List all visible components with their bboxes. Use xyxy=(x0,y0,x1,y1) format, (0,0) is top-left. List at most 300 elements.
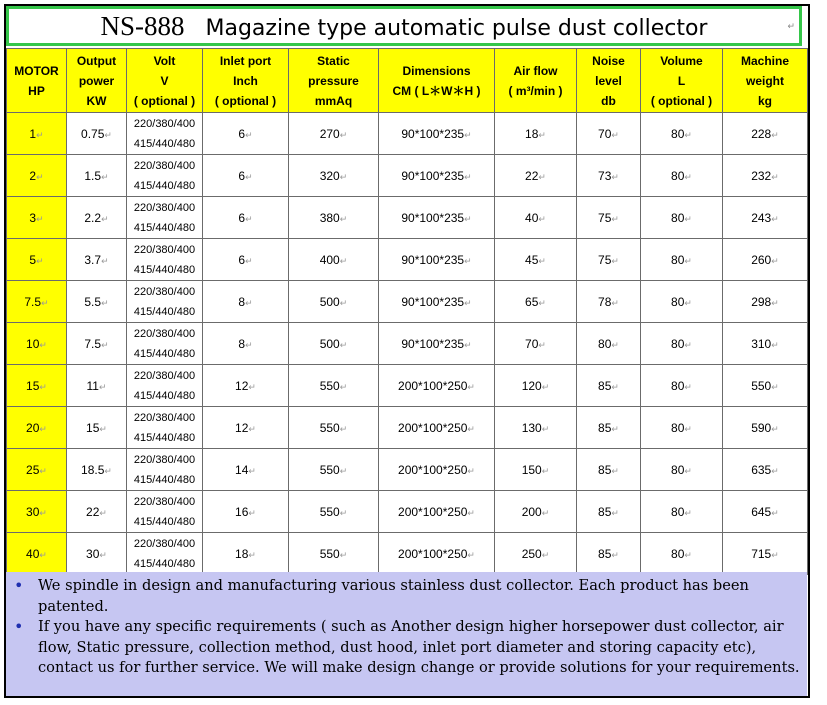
cell-value: 200*100*250 xyxy=(398,546,468,561)
paragraph-mark-icon: ↵ xyxy=(467,465,475,476)
cell-value: 11 xyxy=(86,378,99,393)
volt-line: 415/440/480 xyxy=(133,221,196,234)
cell-hp xyxy=(7,491,67,533)
cell-pressure xyxy=(289,113,379,155)
column-header-line: Inlet port xyxy=(219,53,272,68)
paragraph-mark-icon: ↵ xyxy=(538,297,546,308)
cell-volume xyxy=(641,197,723,239)
cell-value: 228 xyxy=(751,126,772,141)
column-header-line: Machine xyxy=(740,53,789,68)
volt-line: 415/440/480 xyxy=(133,263,196,276)
cell-hp xyxy=(7,155,67,197)
table-body xyxy=(7,113,808,575)
paragraph-mark-icon: ↵ xyxy=(39,507,47,518)
paragraph-mark-icon: ↵ xyxy=(771,297,779,308)
paragraph-mark-icon: ↵ xyxy=(339,465,348,476)
paragraph-mark-icon: ↵ xyxy=(771,465,779,476)
volt-line: 415/440/480 xyxy=(133,137,196,150)
volt-line: 220/380/400 xyxy=(133,327,196,340)
cell-value: 6 xyxy=(238,210,246,225)
table-row xyxy=(7,407,808,449)
cell-inlet xyxy=(203,281,289,323)
cell-inlet xyxy=(203,491,289,533)
paragraph-mark-icon: ↵ xyxy=(771,171,779,182)
volt-line: 415/440/480 xyxy=(133,431,196,444)
cell-pressure xyxy=(289,491,379,533)
cell-value: 65 xyxy=(525,294,539,309)
column-header-line: power xyxy=(78,73,115,88)
paragraph-mark-icon: ↵ xyxy=(541,423,550,434)
cell-airflow xyxy=(495,449,577,491)
paragraph-mark-icon: ↵ xyxy=(101,297,109,308)
cell-value: 18 xyxy=(235,546,249,561)
paragraph-mark-icon: ↵ xyxy=(538,339,546,350)
cell-airflow xyxy=(495,239,577,281)
column-header-line: L xyxy=(677,73,686,88)
cell-hp xyxy=(7,449,67,491)
column-header-line: HP xyxy=(28,83,45,98)
cell-volume xyxy=(641,491,723,533)
cell-hp xyxy=(7,113,67,155)
table-row xyxy=(7,281,808,323)
cell-value: 20 xyxy=(26,420,40,435)
paragraph-mark-icon: ↵ xyxy=(245,129,253,140)
cell-pressure xyxy=(289,449,379,491)
spec-table xyxy=(6,48,808,575)
paragraph-mark-icon: ↵ xyxy=(104,465,112,476)
cell-hp xyxy=(7,365,67,407)
cell-volt xyxy=(127,533,203,575)
cell-value: 130 xyxy=(521,420,542,435)
cell-airflow xyxy=(495,323,577,365)
paragraph-mark-icon: ↵ xyxy=(464,297,472,308)
cell-value: 85 xyxy=(598,504,612,519)
paragraph-mark-icon: ↵ xyxy=(464,129,472,140)
paragraph-mark-icon: ↵ xyxy=(339,213,348,224)
cell-weight xyxy=(723,365,808,407)
cell-value: 85 xyxy=(598,462,612,477)
column-header xyxy=(203,49,289,113)
paragraph-mark-icon: ↵ xyxy=(101,171,109,182)
cell-value: 40 xyxy=(26,546,40,561)
cell-value: 400 xyxy=(319,252,340,267)
paragraph-mark-icon: ↵ xyxy=(684,339,692,350)
cell-airflow xyxy=(495,197,577,239)
paragraph-mark-icon: ↵ xyxy=(771,423,779,434)
cell-hp xyxy=(7,239,67,281)
cell-pressure xyxy=(289,239,379,281)
paragraph-mark-icon: ↵ xyxy=(245,255,253,266)
cell-weight xyxy=(723,323,808,365)
cell-volt xyxy=(127,365,203,407)
volt-line: 220/380/400 xyxy=(133,243,196,256)
cell-value: 200 xyxy=(521,504,542,519)
cell-airflow xyxy=(495,365,577,407)
column-header xyxy=(379,49,495,113)
cell-dims xyxy=(379,113,495,155)
column-header xyxy=(577,49,641,113)
cell-inlet xyxy=(203,197,289,239)
cell-value: 22 xyxy=(525,168,539,183)
cell-value: 30 xyxy=(86,546,100,561)
column-header-line: CM ( L＊W＊H ) xyxy=(392,83,481,98)
cell-kw xyxy=(67,281,127,323)
paragraph-mark-icon: ↵ xyxy=(339,549,348,560)
cell-noise xyxy=(577,113,641,155)
cell-value: 380 xyxy=(319,210,340,225)
cell-volume xyxy=(641,449,723,491)
paragraph-mark-icon: ↵ xyxy=(684,255,692,266)
title-bar xyxy=(6,6,802,46)
cell-noise xyxy=(577,239,641,281)
cell-volume xyxy=(641,533,723,575)
cell-value: 16 xyxy=(235,504,249,519)
volt-line: 415/440/480 xyxy=(133,389,196,402)
cell-inlet xyxy=(203,407,289,449)
column-header-line: Static xyxy=(317,53,350,68)
column-header-line: kg xyxy=(757,93,772,108)
cell-weight xyxy=(723,113,808,155)
cell-dims xyxy=(379,407,495,449)
table-header-row xyxy=(7,49,808,113)
column-header-line: Inch xyxy=(233,73,258,88)
volt-line: 220/380/400 xyxy=(133,159,196,172)
cell-value: 200*100*250 xyxy=(398,462,468,477)
model-code: NS-888 xyxy=(100,10,185,41)
bullet-icon: • xyxy=(14,576,24,595)
paragraph-mark-icon: ↵ xyxy=(771,129,779,140)
cell-value: 7.5 xyxy=(84,336,102,351)
cell-volt xyxy=(127,155,203,197)
paragraph-mark-icon: ↵ xyxy=(36,129,44,140)
cell-value: 85 xyxy=(598,546,612,561)
paragraph-mark-icon: ↵ xyxy=(541,507,550,518)
volt-line: 220/380/400 xyxy=(133,369,196,382)
cell-value: 1.5 xyxy=(84,168,102,183)
volt-line: 220/380/400 xyxy=(133,201,196,214)
paragraph-mark-icon: ↵ xyxy=(538,255,546,266)
cell-noise xyxy=(577,323,641,365)
cell-value: 2 xyxy=(29,168,37,183)
paragraph-mark-icon: ↵ xyxy=(611,213,619,224)
paragraph-mark-icon: ↵ xyxy=(467,381,475,392)
table-row xyxy=(7,323,808,365)
cell-value: 80 xyxy=(671,210,685,225)
cell-value: 200*100*250 xyxy=(398,420,468,435)
paragraph-mark-icon: ↵ xyxy=(541,381,550,392)
cell-noise xyxy=(577,197,641,239)
paragraph-mark-icon: ↵ xyxy=(39,339,47,350)
column-header-line: KW xyxy=(86,93,107,108)
cell-kw xyxy=(67,239,127,281)
paragraph-mark-icon: ↵ xyxy=(339,423,348,434)
paragraph-mark-icon: ↵ xyxy=(467,507,475,518)
cell-value: 320 xyxy=(319,168,340,183)
cell-noise xyxy=(577,491,641,533)
volt-line: 220/380/400 xyxy=(133,285,196,298)
cell-volume xyxy=(641,155,723,197)
cell-value: 8 xyxy=(238,294,246,309)
column-header-line: ( optional ) xyxy=(133,93,196,108)
table-row xyxy=(7,239,808,281)
cell-value: 550 xyxy=(319,504,340,519)
paragraph-mark-icon: ↵ xyxy=(771,549,779,560)
cell-value: 40 xyxy=(525,210,539,225)
paragraph-mark-icon: ↵ xyxy=(464,255,472,266)
paragraph-mark-icon: ↵ xyxy=(611,171,619,182)
cell-hp xyxy=(7,407,67,449)
paragraph-mark-icon: ↵ xyxy=(464,339,472,350)
cell-hp xyxy=(7,281,67,323)
cell-inlet xyxy=(203,449,289,491)
cell-noise xyxy=(577,449,641,491)
cell-noise xyxy=(577,407,641,449)
table-row xyxy=(7,113,808,155)
paragraph-mark-icon: ↵ xyxy=(464,213,472,224)
cell-value: 85 xyxy=(598,420,612,435)
cell-value: 550 xyxy=(319,546,340,561)
paragraph-mark-icon: ↵ xyxy=(339,381,348,392)
paragraph-mark-icon: ↵ xyxy=(611,297,619,308)
cell-pressure xyxy=(289,281,379,323)
cell-kw xyxy=(67,533,127,575)
cell-airflow xyxy=(495,407,577,449)
cell-volt xyxy=(127,323,203,365)
cell-kw xyxy=(67,155,127,197)
cell-weight xyxy=(723,491,808,533)
column-header xyxy=(127,49,203,113)
column-header xyxy=(723,49,808,113)
paragraph-mark-icon: ↵ xyxy=(684,549,692,560)
table-row xyxy=(7,197,808,239)
paragraph-mark-icon: ↵ xyxy=(464,171,472,182)
paragraph-mark-icon: ↵ xyxy=(538,171,546,182)
paragraph-mark-icon: ↵ xyxy=(104,129,112,140)
cell-kw xyxy=(67,449,127,491)
cell-value: 12 xyxy=(235,378,249,393)
cell-value: 2.2 xyxy=(84,210,102,225)
cell-value: 70 xyxy=(598,126,612,141)
cell-value: 18 xyxy=(525,126,539,141)
cell-value: 90*100*235 xyxy=(401,168,465,183)
cell-value: 15 xyxy=(86,420,100,435)
cell-value: 3 xyxy=(29,210,37,225)
cell-value: 14 xyxy=(235,462,249,477)
column-header xyxy=(495,49,577,113)
cell-value: 550 xyxy=(751,378,772,393)
paragraph-mark-icon: ↵ xyxy=(684,423,692,434)
column-header-line: ( optional ) xyxy=(214,93,277,108)
cell-kw xyxy=(67,407,127,449)
paragraph-mark-icon: ↵ xyxy=(245,171,253,182)
cell-value: 6 xyxy=(238,126,246,141)
cell-value: 120 xyxy=(521,378,542,393)
cell-volt xyxy=(127,281,203,323)
cell-hp xyxy=(7,533,67,575)
cell-value: 80 xyxy=(671,168,685,183)
paragraph-mark-icon: ↵ xyxy=(36,171,44,182)
note-item xyxy=(14,576,801,617)
cell-dims xyxy=(379,491,495,533)
paragraph-mark-icon: ↵ xyxy=(611,255,619,266)
cell-value: 80 xyxy=(671,546,685,561)
paragraph-mark-icon: ↵ xyxy=(611,423,619,434)
cell-volt xyxy=(127,407,203,449)
note-text: If you have any specific requirements ( such as Another design higher horsepower dust collector, air flow, Static pressure, collection method, dust hood, inlet port diameter and storing capacity etc), contact us for further service. We will make design change or provide solutions for your requirements. xyxy=(38,618,800,676)
cell-value: 6 xyxy=(238,252,246,267)
paragraph-mark-icon: ↵ xyxy=(467,423,475,434)
table-row xyxy=(7,533,808,575)
paragraph-mark-icon: ↵ xyxy=(541,465,550,476)
cell-value: 232 xyxy=(751,168,772,183)
volt-line: 220/380/400 xyxy=(133,453,196,466)
paragraph-mark-icon: ↵ xyxy=(339,129,348,140)
column-header-line: Air flow xyxy=(513,63,558,78)
paragraph-mark-icon: ↵ xyxy=(39,465,47,476)
cell-value: 5 xyxy=(29,252,37,267)
cell-value: 500 xyxy=(319,336,340,351)
cell-dims xyxy=(379,155,495,197)
cell-kw xyxy=(67,365,127,407)
cell-pressure xyxy=(289,197,379,239)
column-header-line: pressure xyxy=(308,73,359,88)
paragraph-mark-icon: ↵ xyxy=(611,381,619,392)
cell-value: 80 xyxy=(671,336,685,351)
cell-value: 90*100*235 xyxy=(401,252,465,267)
cell-value: 550 xyxy=(319,462,340,477)
paragraph-mark-icon: ↵ xyxy=(684,465,692,476)
volt-line: 415/440/480 xyxy=(133,347,196,360)
cell-airflow xyxy=(495,281,577,323)
paragraph-mark-icon: ↵ xyxy=(771,213,779,224)
cell-hp xyxy=(7,197,67,239)
cell-value: 3.7 xyxy=(84,252,102,267)
column-header-line: Volt xyxy=(153,53,176,68)
column-header-line: ( optional ) xyxy=(650,93,713,108)
paragraph-mark-icon: ↵ xyxy=(99,549,107,560)
paragraph-mark-icon: ↵ xyxy=(99,507,107,518)
cell-dims xyxy=(379,449,495,491)
column-header-line: ( m³/min ) xyxy=(508,83,563,98)
column-header xyxy=(67,49,127,113)
cell-airflow xyxy=(495,491,577,533)
paragraph-mark-icon: ↵ xyxy=(36,255,44,266)
cell-value: 90*100*235 xyxy=(401,210,465,225)
column-header-line: db xyxy=(601,93,616,108)
cell-inlet xyxy=(203,365,289,407)
paragraph-mark-icon: ↵ xyxy=(101,255,109,266)
cell-value: 270 xyxy=(319,126,340,141)
cell-value: 260 xyxy=(751,252,772,267)
cell-inlet xyxy=(203,155,289,197)
cell-value: 80 xyxy=(598,336,612,351)
volt-line: 415/440/480 xyxy=(133,515,196,528)
cell-inlet xyxy=(203,323,289,365)
cell-weight xyxy=(723,281,808,323)
cell-airflow xyxy=(495,533,577,575)
cell-volume xyxy=(641,239,723,281)
cell-noise xyxy=(577,365,641,407)
paragraph-mark-icon: ↵ xyxy=(467,549,475,560)
cell-weight xyxy=(723,155,808,197)
paragraph-mark-icon: ↵ xyxy=(36,213,44,224)
cell-value: 310 xyxy=(751,336,772,351)
cell-airflow xyxy=(495,155,577,197)
paragraph-mark-icon: ↵ xyxy=(684,297,692,308)
cell-value: 715 xyxy=(751,546,772,561)
cell-value: 90*100*235 xyxy=(401,336,465,351)
cell-value: 80 xyxy=(671,126,685,141)
cell-value: 80 xyxy=(671,462,685,477)
cell-value: 5.5 xyxy=(84,294,102,309)
cell-inlet xyxy=(203,239,289,281)
cell-value: 75 xyxy=(598,210,612,225)
table-row xyxy=(7,491,808,533)
cell-value: 80 xyxy=(671,294,685,309)
cell-dims xyxy=(379,197,495,239)
cell-value: 250 xyxy=(521,546,542,561)
cell-dims xyxy=(379,365,495,407)
column-header-line: Dimensions xyxy=(402,63,471,78)
cell-volt xyxy=(127,113,203,155)
column-header-line: Noise xyxy=(592,53,625,68)
paragraph-mark-icon: ↵ xyxy=(771,255,779,266)
paragraph-mark-icon: ↵ xyxy=(99,423,107,434)
cell-value: 10 xyxy=(26,336,40,351)
paragraph-mark-icon: ↵ xyxy=(611,465,619,476)
column-header-line: V xyxy=(160,73,169,88)
page-title xyxy=(101,11,708,42)
note-text: We spindle in design and manufacturing various stainless dust collector. Each product has been patented. xyxy=(38,577,749,615)
table-row xyxy=(7,449,808,491)
cell-value: 15 xyxy=(26,378,40,393)
cell-dims xyxy=(379,239,495,281)
paragraph-mark-icon: ↵ xyxy=(245,297,253,308)
cell-noise xyxy=(577,155,641,197)
paragraph-mark-icon: ↵ xyxy=(245,213,253,224)
paragraph-mark-icon: ↵ xyxy=(771,339,779,350)
cell-value: 7.5 xyxy=(24,294,42,309)
paragraph-mark-icon: ↵ xyxy=(248,549,256,560)
cell-inlet xyxy=(203,113,289,155)
cell-value: 80 xyxy=(671,504,685,519)
cell-weight xyxy=(723,197,808,239)
paragraph-mark-icon: ↵ xyxy=(248,423,256,434)
volt-line: 415/440/480 xyxy=(133,179,196,192)
cell-value: 550 xyxy=(319,378,340,393)
cell-value: 73 xyxy=(598,168,612,183)
paragraph-mark-icon: ↵ xyxy=(538,129,546,140)
cell-value: 550 xyxy=(319,420,340,435)
cell-value: 25 xyxy=(26,462,40,477)
paragraph-mark-icon: ↵ xyxy=(101,213,109,224)
cell-volt xyxy=(127,449,203,491)
cell-value: 70 xyxy=(525,336,539,351)
cell-airflow xyxy=(495,113,577,155)
cell-value: 6 xyxy=(238,168,246,183)
cell-value: 85 xyxy=(598,378,612,393)
column-header-line: level xyxy=(595,73,622,88)
cell-noise xyxy=(577,533,641,575)
paragraph-mark-icon: ↵ xyxy=(541,549,550,560)
cell-kw xyxy=(67,197,127,239)
column-header-line: Output xyxy=(76,53,117,68)
volt-line: 415/440/480 xyxy=(133,473,196,486)
paragraph-mark-icon: ↵ xyxy=(538,213,546,224)
cell-weight xyxy=(723,533,808,575)
paragraph-mark-icon: ↵ xyxy=(611,507,619,518)
cell-value: 80 xyxy=(671,420,685,435)
